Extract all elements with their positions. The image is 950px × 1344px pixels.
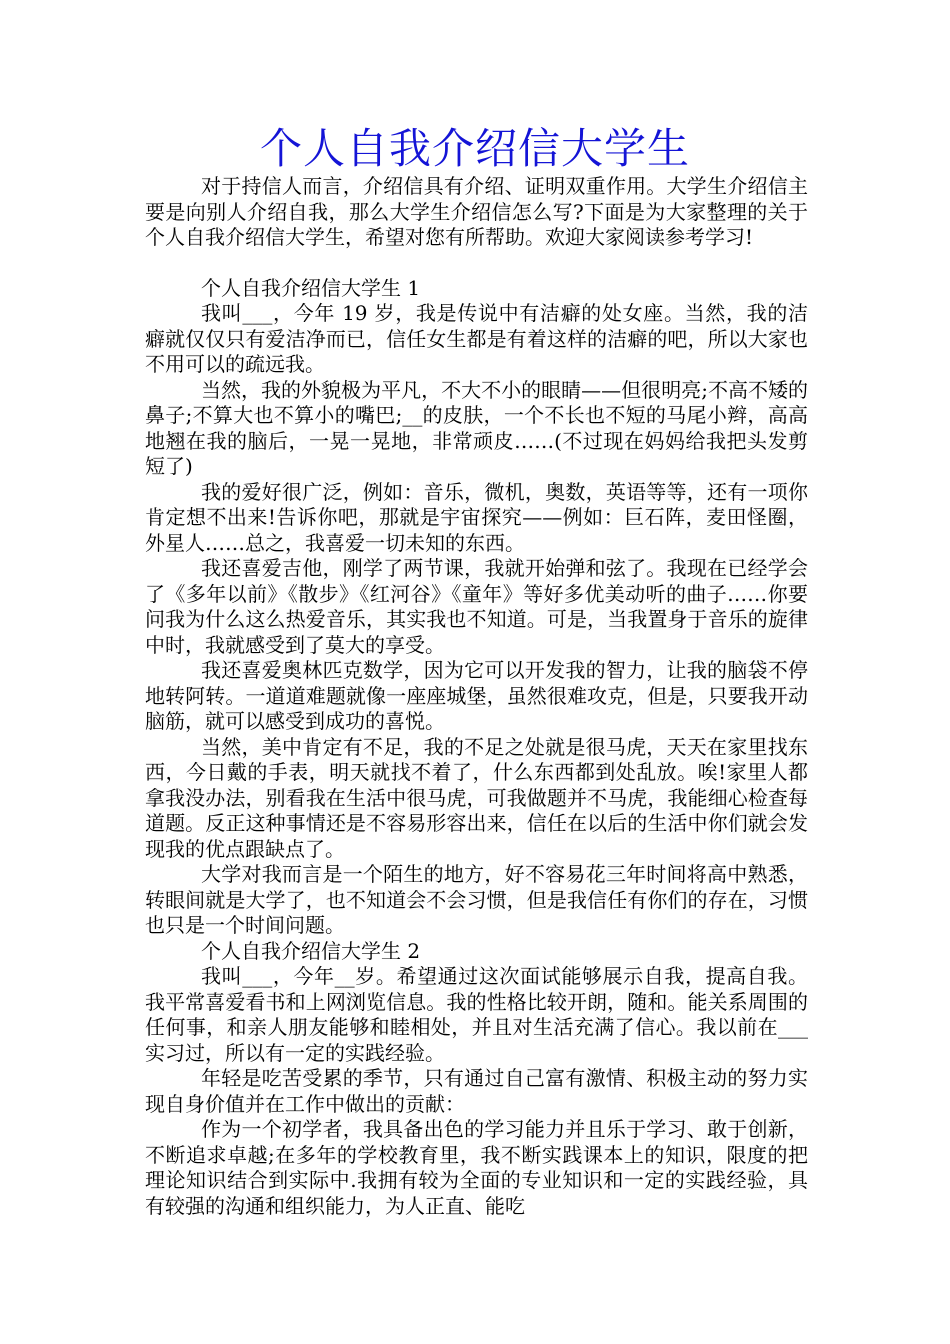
paragraph: 我的爱好很广泛，例如：音乐，微机，奥数，英语等等，还有一项你肯定想不出来!告诉你吧，那就是宇宙探究——例如：巨石阵，麦田怪圈，外星人……总之，我喜爱一切未知的东西。 <box>145 479 808 555</box>
paragraph: 我还喜爱吉他，刚学了两节课，我就开始弹和弦了。我现在已经学会了《多年以前》《散步》《红河谷》《童年》等好多优美动听的曲子……你要问我为什么这么热爱音乐，其实我也不知道。可是，当我置身于音乐的旋律中时，我就感受到了莫大的享受。 <box>145 556 808 657</box>
section-heading-1: 个人自我介绍信大学生 1 <box>201 275 421 300</box>
paragraph: 年轻是吃苦受累的季节，只有通过自己富有激情、积极主动的努力实现自身价值并在工作中做出的贡献： <box>145 1066 808 1116</box>
document-body <box>145 174 808 1219</box>
paragraph: 我还喜爱奥林匹克数学，因为它可以开发我的智力，让我的脑袋不停地转阿转。一道道难题就像一座座城堡，虽然很难攻克，但是，只要我开动脑筋，就可以感受到成功的喜悦。 <box>145 658 808 733</box>
document-title: 个人自我介绍信大学生 <box>259 124 690 173</box>
paragraph-intro: 对于持信人而言，介绍信具有介绍、证明双重作用。大学生介绍信主要是向别人介绍自我，那么大学生介绍信怎么写?下面是为大家整理的关于个人自我介绍信大学生，希望对您有所帮助。欢迎大家阅读参考学习! <box>145 174 808 249</box>
paragraph: 我叫___，今年__岁。希望通过这次面试能够展示自我，提高自我。我平常喜爱看书和上网浏览信息。我的性格比较开朗，随和。能关系周围的任何事，和亲人朋友能够和睦相处，并且对生活充满了信心。我以前在___实习过，所以有一定的实践经验。 <box>145 964 808 1065</box>
paragraph: 大学对我而言是一个陌生的地方，好不容易花三年时间将高中熟悉，转眼间就是大学了，也不知道会不会习惯，但是我信任有你们的存在，习惯也只是一个时间问题。 <box>145 862 808 937</box>
paragraph: 当然，美中肯定有不足，我的不足之处就是很马虎，天天在家里找东西，今日戴的手表，明天就找不着了，什么东西都到处乱放。唉!家里人都拿我没办法，别看我在生活中很马虎，可我做题并不马虎，我能细心检查每道题。反正这种事情还是不容易形容出来，信任在以后的生活中你们就会发现我的优点跟缺点了。 <box>145 734 808 861</box>
paragraph: 作为一个初学者，我具备出色的学习能力并且乐于学习、敢于创新，不断追求卓越;在多年的学校教育里，我不断实践课本上的知识，限度的把理论知识结合到实际中.我拥有较为全面的专业知识和一定的实践经验，具有较强的沟通和组织能力，为人正直、能吃 <box>145 1117 808 1218</box>
paragraph: 当然，我的外貌极为平凡，不大不小的眼睛——但很明亮;不高不矮的鼻子;不算大也不算小的嘴巴;__的皮肤，一个不长也不短的马尾小辫，高高地翘在我的脑后，一晃一晃地，非常顽皮……(不过现在妈妈给我把头发剪短了) <box>145 377 808 478</box>
paragraph: 我叫___，今年 19 岁，我是传说中有洁癖的处女座。当然，我的洁癖就仅仅只有爱洁净而已，信任女生都是有着这样的洁癖的吧，所以大家也不用可以的疏远我。 <box>145 301 808 376</box>
section-heading-2: 个人自我介绍信大学生 2 <box>201 938 421 963</box>
